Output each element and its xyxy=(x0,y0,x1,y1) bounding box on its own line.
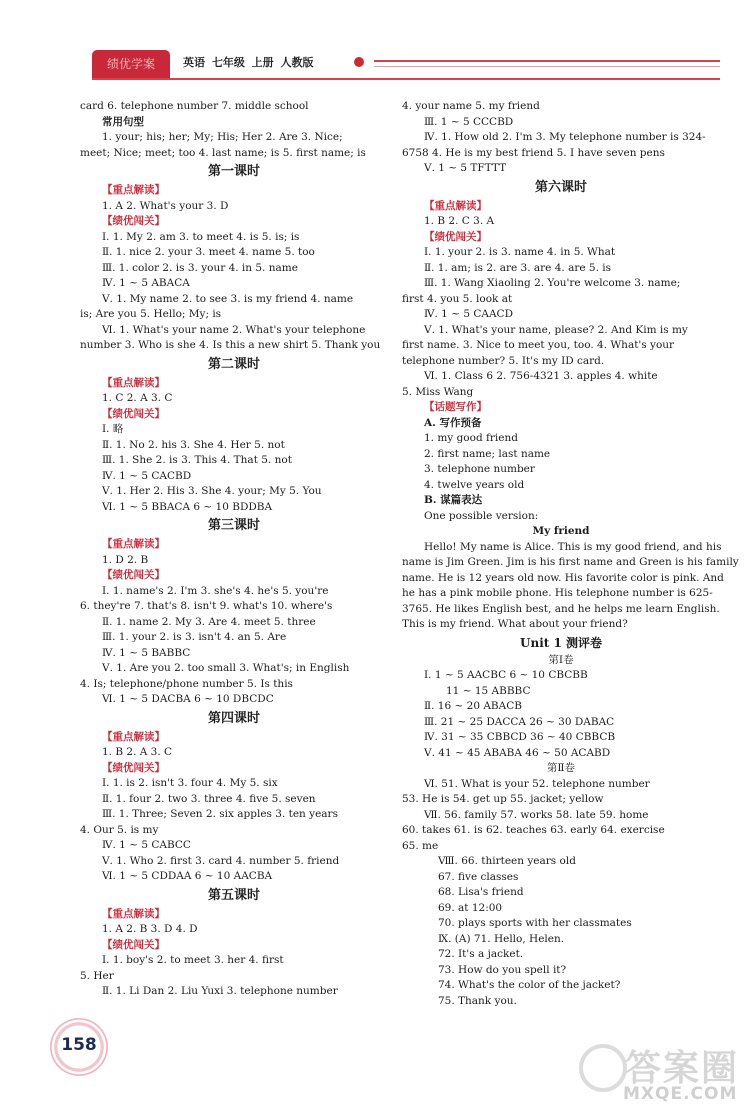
answer-line: Ⅳ. 1 ~ 5 BABBC xyxy=(102,646,191,659)
answer-line: Ⅴ. 1. My name 2. to see 3. is my friend 4. name xyxy=(102,292,354,305)
answer-line: Ⅴ. 1 ~ 5 TFTTT xyxy=(424,162,507,174)
answer-line: Ⅵ. 1. What's your name 2. What's your telephone xyxy=(102,323,366,336)
answer-line: 1. C 2. A 3. C xyxy=(102,392,173,404)
answer-line: number 3. Who is she 4. Is this a new shirt 5. Thank you xyxy=(80,339,381,351)
answer-line: Ⅱ. 1. name 2. My 3. Are 4. meet 5. three xyxy=(102,615,316,628)
answer-line: Ⅲ. 21 ~ 25 DACCA 26 ~ 30 DABAC xyxy=(424,715,615,728)
answer-line: 1. B 2. C 3. A xyxy=(424,215,495,227)
answer-line: 69. at 12:00 xyxy=(438,901,503,914)
answer-line: Ⅲ. 1. Three; Seven 2. six apples 3. ten years xyxy=(102,808,338,820)
answer-line: 2. first name; last name xyxy=(424,447,551,460)
answer-line: Ⅱ. 1. nice 2. your 3. meet 4. name 5. too xyxy=(102,246,315,258)
answer-line: Ⅲ. 1. She 2. is 3. This 4. That 5. not xyxy=(102,454,292,466)
section-heading: 第五课时 xyxy=(207,887,260,903)
answer-line: 53. He is 54. get up 55. jacket; yellow xyxy=(402,793,604,805)
header-rule xyxy=(374,60,720,62)
answer-line: Ⅴ. 1. Who 2. first 3. card 4. number 5. friend xyxy=(102,854,340,867)
answer-line: 3. telephone number xyxy=(424,463,535,475)
answer-line: Ⅲ. 1. your 2. is 3. isn't 4. an 5. Are xyxy=(102,631,287,643)
answer-line: 1. B 2. A 3. C xyxy=(102,746,173,758)
page-number-badge xyxy=(50,1018,108,1076)
answer-line: name. He is 12 years old now. His favorite color is pink. And xyxy=(402,571,724,584)
section-heading: Unit 1 测评卷 xyxy=(520,635,602,650)
answer-line: This is my friend. What about your friend? xyxy=(402,618,628,630)
answer-line: Ⅰ. 1 ~ 5 AACBC 6 ~ 10 CBCBB xyxy=(424,669,588,681)
answer-line: 1. D 2. B xyxy=(102,553,149,566)
answer-line: 第Ⅱ卷 xyxy=(546,762,576,774)
answer-line: Ⅲ. 1. color 2. is 3. your 4. in 5. name xyxy=(102,261,298,274)
answer-line: Ⅳ. 31 ~ 35 CBBCD 36 ~ 40 CBBCB xyxy=(424,731,616,743)
page-header xyxy=(78,46,720,86)
left-column xyxy=(80,99,388,1000)
answer-line: first name. 3. Nice to meet you, too. 4. What's your xyxy=(402,339,675,351)
answer-line: 65. me xyxy=(402,839,439,852)
section-tag: 【重点解读】 xyxy=(102,376,165,389)
section-tag: 【绩优闯关】 xyxy=(102,215,165,227)
answer-line: 68. Lisa's friend xyxy=(438,886,524,898)
answer-line: 第Ⅰ卷 xyxy=(548,653,574,666)
answer-line: Ⅱ. 1. am; is 2. are 3. are 4. are 5. is xyxy=(424,261,612,274)
answer-line: 4. twelve years old xyxy=(424,478,525,491)
section-heading: 第三课时 xyxy=(207,518,260,533)
answer-line: Ⅱ. 1. four 2. two 3. three 4. five 5. seven xyxy=(102,792,316,805)
answer-line: 1. my good friend xyxy=(424,432,518,444)
answer-line: 4. Is; telephone/phone number 5. Is this xyxy=(80,677,293,690)
answer-line: 4. your name 5. my friend xyxy=(402,100,540,112)
section-tag: 【绩优闯关】 xyxy=(424,230,487,243)
section-heading: 第四课时 xyxy=(207,710,260,726)
answer-line: Ⅳ. 1 ~ 5 CACBD xyxy=(102,469,192,482)
answer-line: 70. plays sports with her classmates xyxy=(438,917,632,929)
book-title: 英语 七年级 上册 人教版 xyxy=(183,56,314,69)
answer-line: Ⅸ. (A) 71. Hello, Helen. xyxy=(438,932,565,945)
series-tab: 绩优学案 xyxy=(92,50,170,78)
header-rule xyxy=(374,66,720,67)
answer-line: Ⅶ. 56. family 57. works 58. late 59. home xyxy=(424,808,649,821)
answer-line: Ⅰ. 1. name's 2. I'm 3. she's 4. he's 5. you're xyxy=(102,584,329,597)
answer-line: Ⅰ. 1. your 2. is 3. name 4. in 5. What xyxy=(424,246,616,258)
answer-line: first 4. you 5. look at xyxy=(402,292,513,305)
answer-line: Ⅵ. 1. Class 6 2. 756-4321 3. apples 4. white xyxy=(424,370,658,382)
answer-line: Ⅵ. 1 ~ 5 CDDAA 6 ~ 10 AACBA xyxy=(102,870,273,882)
answer-line: Ⅴ. 41 ~ 45 ABABA 46 ~ 50 ACABD xyxy=(424,746,611,759)
answer-line: Ⅱ. 16 ~ 20 ABACB xyxy=(424,700,522,712)
answer-line: Ⅳ. 1 ~ 5 ABACA xyxy=(102,277,190,289)
answer-line: 6758 4. He is my best friend 5. I have seven pens xyxy=(402,146,665,159)
answer-line: 60. takes 61. is 62. teaches 63. early 64. exercise xyxy=(402,824,665,836)
answer-line: 75. Thank you. xyxy=(438,994,517,1007)
answer-line: Ⅲ. 1. Wang Xiaoling 2. You're welcome 3. name; xyxy=(424,277,681,289)
answer-line: Ⅳ. 1. How old 2. I'm 3. My telephone number is 324- xyxy=(424,131,706,143)
answer-line: 1. A 2. What's your 3. D xyxy=(102,199,229,212)
answer-line: One possible version: xyxy=(424,509,539,522)
section-tag: 【绩优闯关】 xyxy=(102,761,165,774)
answer-line: 3765. He likes English best, and he helps me learn English. xyxy=(402,602,720,615)
section-tag: 【重点解读】 xyxy=(424,199,487,212)
page-number: 158 xyxy=(61,1035,97,1055)
watermark-text: 答案圈 xyxy=(625,1048,740,1089)
section-heading: 第一课时 xyxy=(207,164,260,179)
watermark-logo-icon xyxy=(579,1044,627,1092)
answer-line: Ⅷ. 66. thirteen years old xyxy=(438,855,576,867)
answer-line: 73. How do you spell it? xyxy=(438,963,567,976)
answer-line: Ⅴ. 1. Her 2. His 3. She 4. your; My 5. You xyxy=(102,485,322,497)
answer-line: 1. A 2. B 3. D 4. D xyxy=(102,923,198,935)
section-heading: 第六课时 xyxy=(534,179,587,195)
answer-line: Ⅵ. 1 ~ 5 BBACA 6 ~ 10 BDDBA xyxy=(102,500,273,513)
answer-line: Ⅱ. 1. Li Dan 2. Liu Yuxi 3. telephone number xyxy=(102,985,338,997)
answer-line: 72. It's a jacket. xyxy=(438,948,524,960)
answer-line: A. 写作预备 xyxy=(424,416,482,429)
answer-line: 5. Miss Wang xyxy=(402,385,474,398)
header-rule xyxy=(92,78,720,80)
section-tag: 【重点解读】 xyxy=(102,907,165,920)
answer-line: 常用句型 xyxy=(102,115,144,128)
section-tag: 【绩优闯关】 xyxy=(102,938,165,951)
answer-line: Ⅰ. 1. is 2. isn't 3. four 4. My 5. six xyxy=(102,777,278,789)
right-column xyxy=(402,99,739,1009)
answer-line: 1. your; his; her; My; His; Her 2. Are 3. Nice; xyxy=(102,131,343,143)
answer-line: telephone number? 5. It's my ID card. xyxy=(402,354,605,367)
section-tag: 【重点解读】 xyxy=(102,184,165,196)
answer-line: is; Are you 5. Hello; My; is xyxy=(80,308,222,320)
answer-line: name is Jim Green. Jim is his first name and Green is his family xyxy=(402,556,739,568)
answer-line: Ⅰ. 1. boy's 2. to meet 3. her 4. first xyxy=(102,954,284,966)
watermark xyxy=(575,1040,745,1106)
section-tag: 【绩优闯关】 xyxy=(102,407,165,420)
answer-line: 4. Our 5. is my xyxy=(80,823,159,836)
answer-line: Ⅴ. 1. Are you 2. too small 3. What's; in English xyxy=(102,662,350,674)
answer-line: Hello! My name is Alice. This is my good friend, and his xyxy=(424,540,722,553)
answer-line: 74. What's the color of the jacket? xyxy=(438,979,621,991)
answer-line: Ⅰ. 1. My 2. am 3. to meet 4. is 5. is; is xyxy=(102,230,300,243)
section-tag: 【重点解读】 xyxy=(102,538,165,550)
answer-line: My friend xyxy=(532,525,590,537)
answer-line: Ⅵ. 1 ~ 5 DACBA 6 ~ 10 DBCDC xyxy=(102,693,274,705)
answer-line: Ⅳ. 1 ~ 5 CAACD xyxy=(424,308,513,320)
header-dot xyxy=(354,57,364,67)
section-tag: 【重点解读】 xyxy=(102,730,165,743)
answer-line: he has a pink mobile phone. His telephone number is 625- xyxy=(402,587,713,599)
section-heading: 第二课时 xyxy=(207,356,260,372)
answer-line: Ⅳ. 1 ~ 5 CABCC xyxy=(102,839,191,851)
answer-line: card 6. telephone number 7. middle school xyxy=(80,100,309,112)
answer-line: Ⅱ. 1. No 2. his 3. She 4. Her 5. not xyxy=(102,438,285,451)
answer-line: B. 谋篇表达 xyxy=(424,494,483,506)
answer-line: 11 ~ 15 ABBBC xyxy=(446,684,531,697)
answer-line: meet; Nice; meet; too 4. last name; is 5. first name; is xyxy=(80,146,366,159)
answer-line: 67. five classes xyxy=(438,870,519,883)
answer-line: 6. they're 7. that's 8. isn't 9. what's 10. where's xyxy=(80,600,333,612)
section-tag: 【话题写作】 xyxy=(424,401,487,413)
section-tag: 【绩优闯关】 xyxy=(102,569,165,581)
answer-line: Ⅴ. 1. What's your name, please? 2. And Kim is my xyxy=(424,323,688,336)
answer-line: Ⅵ. 51. What is your 52. telephone number xyxy=(424,777,650,790)
answer-line: Ⅲ. 1 ~ 5 CCCBD xyxy=(424,115,514,128)
answer-line: 5. Her xyxy=(80,969,114,982)
answer-line: Ⅰ. 略 xyxy=(102,423,124,435)
watermark-url: MXQE.COM xyxy=(623,1084,738,1104)
